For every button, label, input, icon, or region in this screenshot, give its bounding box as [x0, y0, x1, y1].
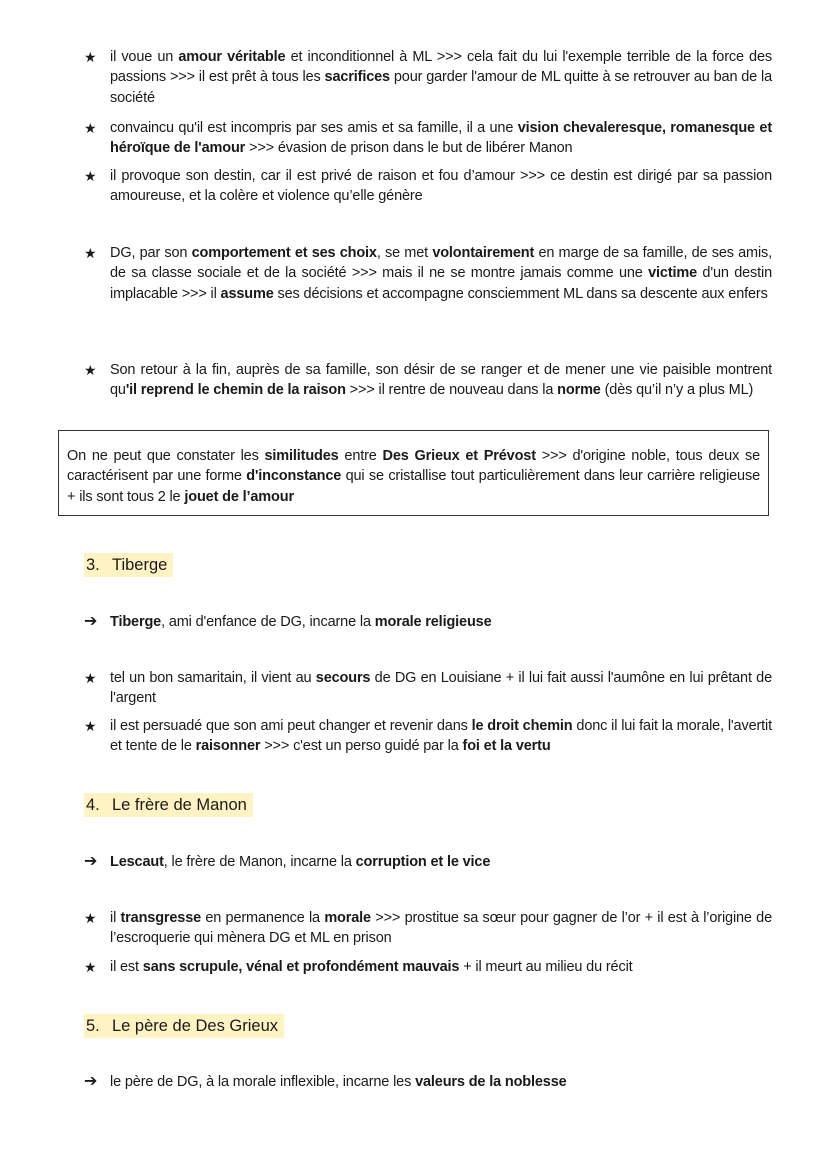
- bullet-text: tel un bon samaritain, il vient au secours de DG en Louisiane + il lui fait aussi l'aumône en lui prêtant de l'argent: [110, 670, 772, 707]
- bullet-item: [84, 668, 772, 709]
- star-icon: ★: [84, 718, 97, 734]
- bold-emphasis: sans scrupule, vénal et profondément mauvais: [142, 959, 460, 975]
- bold-emphasis: morale religieuse: [374, 614, 492, 630]
- section-heading-tiberge: [84, 553, 173, 577]
- arrow-text: le père de DG, à la morale inflexible, incarne les valeurs de la noblesse: [110, 1074, 567, 1090]
- bullet-text: DG, par son comportement et ses choix, se met volontairement en marge de sa famille, de ses amis, de sa classe sociale et de la société >>> mais il ne se montre jamais comme une victime d'un destin implacable >>> il assume ses décisions et accompagne consciemment ML dans sa descente aux enfers: [110, 245, 773, 302]
- bold-emphasis: victime: [648, 265, 698, 282]
- bold-emphasis: vision chevaleresque, romanesque et héroïque de l'amour: [110, 120, 772, 157]
- bullet-text: Son retour à la fin, auprès de sa famille, son désir de se ranger et de mener une vie paisible montrent qu'il reprend le chemin de la raison >>> il rentre de nouveau dans la norme (dès qu’il n’y a plus ML): [110, 362, 772, 399]
- star-icon: ★: [84, 959, 97, 975]
- bullet-item: [84, 243, 772, 304]
- bold-emphasis: transgresse: [120, 910, 202, 926]
- bold-emphasis: volontairement: [432, 245, 535, 261]
- bold-emphasis: similitudes: [264, 448, 339, 464]
- bold-emphasis: valeurs de la noblesse: [415, 1074, 567, 1090]
- bold-emphasis: secours: [315, 670, 371, 686]
- bullet-text: il est persuadé que son ami peut changer et revenir dans le droit chemin donc il lui fait la morale, l'avertit et tente de le raisonner >>> c'est un perso guidé par la foi et la vertu: [110, 718, 772, 755]
- bullet-item: [84, 957, 772, 977]
- bold-emphasis: Tiberge: [110, 614, 162, 630]
- arrow-icon: ➔: [84, 853, 98, 870]
- bold-emphasis: jouet de l’amour: [184, 488, 294, 505]
- star-icon: ★: [84, 670, 97, 686]
- arrow-icon: ➔: [84, 613, 98, 630]
- bold-emphasis: d'inconstance: [246, 468, 342, 485]
- star-icon: ★: [84, 168, 97, 184]
- heading-label: Tiberge: [112, 556, 168, 574]
- bold-emphasis: 'il reprend le chemin de la raison: [125, 382, 346, 399]
- section-heading-pere: [84, 1014, 284, 1038]
- arrow-item: [84, 852, 772, 872]
- arrow-icon: ➔: [84, 1073, 98, 1090]
- bold-emphasis: Lescaut: [110, 854, 164, 870]
- bold-emphasis: sacrifices: [324, 69, 390, 86]
- bullet-text: il est sans scrupule, vénal et profondément mauvais + il meurt au milieu du récit: [110, 959, 633, 975]
- heading-number: 3.: [86, 556, 100, 574]
- bullet-text: il transgresse en permanence la morale >>> prostitue sa sœur pour gagner de l’or + il est à l’origine de l’escroquerie qui mènera DG et ML en prison: [110, 910, 773, 947]
- bullet-item: [84, 908, 772, 949]
- bullet-item: [84, 47, 772, 108]
- star-icon: ★: [84, 120, 97, 136]
- bullet-item: [84, 166, 772, 207]
- bold-emphasis: Des Grieux et Prévost: [382, 448, 536, 464]
- heading-label: Le frère de Manon: [112, 796, 247, 814]
- heading-label: Le père de Des Grieux: [112, 1017, 279, 1035]
- bullet-item: [84, 118, 772, 159]
- bold-emphasis: amour véritable: [178, 49, 286, 65]
- bold-emphasis: le droit chemin: [471, 718, 573, 734]
- bold-emphasis: foi et la vertu: [462, 738, 551, 755]
- bold-emphasis: morale: [324, 910, 371, 926]
- arrow-text: Lescaut, le frère de Manon, incarne la corruption et le vice: [110, 854, 491, 870]
- bold-emphasis: comportement et ses choix: [191, 245, 377, 261]
- bold-emphasis: assume: [220, 285, 274, 302]
- arrow-item: [84, 612, 772, 632]
- star-icon: ★: [84, 245, 97, 261]
- bullet-item: [84, 716, 772, 757]
- bold-emphasis: corruption et le vice: [355, 854, 491, 870]
- bold-emphasis: raisonner: [195, 738, 261, 755]
- bullet-text: il provoque son destin, car il est privé de raison et fou d’amour >>> ce destin est dirigé par sa passion amoureuse, et la colère et violence qu’elle génère: [110, 168, 772, 205]
- bullet-text: il voue un amour véritable et inconditionnel à ML >>> cela fait du lui l'exemple terrible de la force des passions >>> il est prêt à tous les sacrifices pour garder l'amour de ML quitte à se retrouver au ban de la société: [110, 49, 772, 106]
- heading-number: 5.: [86, 1017, 100, 1035]
- summary-box: On ne peut que constater les similitudes entre Des Grieux et Prévost >>> d'origine noble, tous deux se caractérisent par une forme d'inconstance qui se cristallise tout particulièrement dans leur carrière religieuse + ils sont tous 2 le jouet de l’amour: [58, 430, 769, 516]
- arrow-text: Tiberge, ami d'enfance de DG, incarne la morale religieuse: [110, 614, 492, 630]
- arrow-item: [84, 1072, 772, 1092]
- star-icon: ★: [84, 49, 97, 65]
- bullet-text: convaincu qu'il est incompris par ses amis et sa famille, il a une vision chevaleresque, romanesque et héroïque de l'amour >>> évasion de prison dans le but de libérer Manon: [110, 120, 772, 157]
- star-icon: ★: [84, 910, 97, 926]
- bullet-item: [84, 360, 772, 401]
- heading-number: 4.: [86, 796, 100, 814]
- section-heading-lescaut: [84, 793, 253, 817]
- bold-emphasis: norme: [557, 382, 601, 399]
- star-icon: ★: [84, 362, 97, 378]
